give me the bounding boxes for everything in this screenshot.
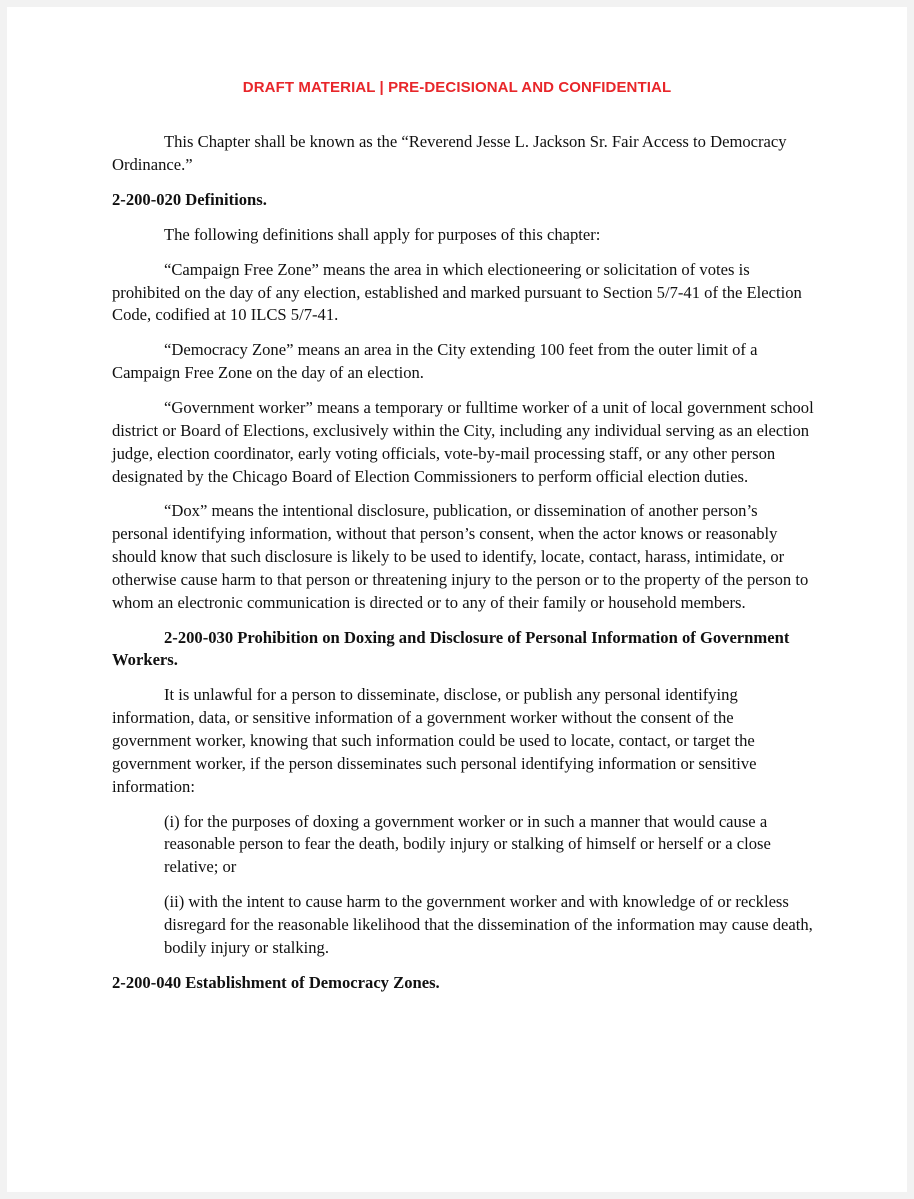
definition-democracy-zone: “Democracy Zone” means an area in the City extending 100 feet from the outer limit of a Campaign Free Zone on the day of an election. xyxy=(112,340,758,383)
intro-paragraph: This Chapter shall be known as the “Reverend Jesse L. Jackson Sr. Fair Access to Democracy Ordinance.” xyxy=(112,132,787,174)
section-heading-020: 2-200-020 Definitions. xyxy=(112,189,267,209)
definitions-intro: The following definitions shall apply for purposes of this chapter: xyxy=(164,224,601,244)
definition-dox: “Dox” means the intentional disclosure, publication, or dissemination of another person’s personal identifying information, without that person’s consent, when the actor knows or reasonably should know that such disclosure is likely to be used to identify, locate, contact, harass, intimidate, or otherwise cause harm to that person or threatening injury to the person or to the property of the person to whom an electronic communication is directed or to any of their family or household members. xyxy=(112,501,809,612)
document-body xyxy=(112,131,817,1007)
confidentiality-header: DRAFT MATERIAL | PRE-DECISIONAL AND CONFIDENTIAL xyxy=(242,79,672,96)
prohibition-paragraph: It is unlawful for a person to disseminate, disclose, or publish any personal identifying information, data, or sensitive information of a government worker without the consent of the government worker, knowing that such information could be used to locate, contact, or target the government worker, if the person disseminates such personal identifying information or sensitive information: xyxy=(112,685,757,796)
list-item-ii: (ii) with the intent to cause harm to the government worker and with knowledge of or reckless disregard for the reasonable likelihood that the dissemination of the information may cause death, bodily injury or stalking. xyxy=(164,892,813,957)
document-page xyxy=(7,7,907,1192)
section-heading-040: 2-200-040 Establishment of Democracy Zones. xyxy=(112,972,440,992)
section-heading-030: 2-200-030 Prohibition on Doxing and Disclosure of Personal Information of Government Workers. xyxy=(112,627,790,670)
definition-campaign-free-zone: “Campaign Free Zone” means the area in which electioneering or solicitation of votes is prohibited on the day of any election, established and marked pursuant to Section 5/7-41 of the Election Code, codified at 10 ILCS 5/7-41. xyxy=(112,259,802,325)
list-item-i: (i) for the purposes of doxing a government worker or in such a manner that would cause a reasonable person to fear the death, bodily injury or stalking of himself or herself or a close relative; or xyxy=(164,811,771,877)
definition-government-worker: “Government worker” means a temporary or fulltime worker of a unit of local government school district or Board of Elections, exclusively within the City, including any individual serving as an election judge, election coordinator, early voting officials, vote-by-mail processing staff, or any other person designated by the Chicago Board of Election Commissioners to perform official election duties. xyxy=(112,398,814,486)
